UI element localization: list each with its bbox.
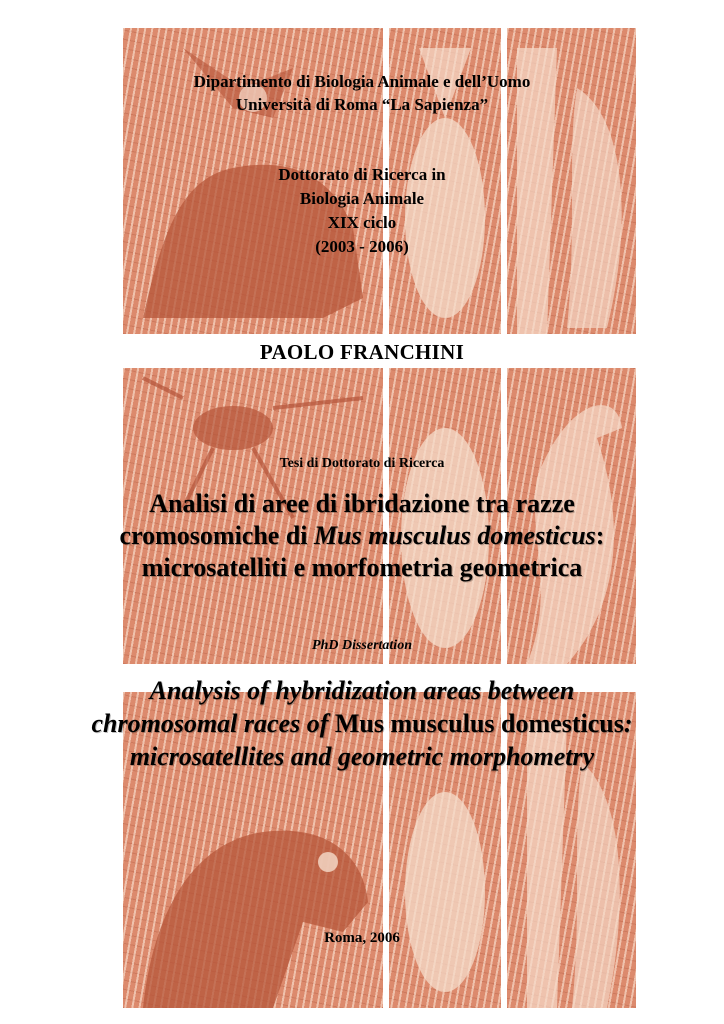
italian-title-line2-post: : [595,521,605,550]
italian-title-line2-pre: cromosomiche di [119,521,315,550]
english-title [0,674,724,773]
doctorate-years: (2003 - 2006) [315,237,409,256]
english-title-line3: microsatellites and geometric morphometry [129,742,595,771]
doctorate-field: Biologia Animale [299,189,425,208]
italian-title-line2 [0,520,724,552]
english-title-line2 [0,707,724,740]
english-title-line1: Analysis of hybridization areas between [149,676,575,705]
place-date: Roma, 2006 [324,930,400,946]
thesis-label: Tesi di Dottorato di Ricerca [279,456,445,471]
department-block [0,70,724,116]
university-name: Università di Roma “La Sapienza” [235,95,489,114]
italian-title-line3: microsatelliti e morfometria geometrica [141,553,583,582]
department-name: Dipartimento di Biologia Animale e dell’Uomo [193,72,531,91]
italian-title-species: Mus musculus domesticus [314,521,596,550]
italian-title [0,488,724,584]
doctorate-cycle: XIX ciclo [327,213,397,232]
doctorate-program: Dottorato di Ricerca in [278,165,446,184]
english-title-line2-pre: chromosomal races of [91,709,335,738]
english-title-line2-post: : [623,709,633,738]
dissertation-label: PhD Dissertation [312,638,412,653]
italian-title-line1: Analisi di aree di ibridazione tra razze [149,489,575,518]
author-name: PAOLO FRANCHINI [259,340,465,364]
doctorate-block [0,163,724,259]
english-title-species: Mus musculus domesticus [334,709,624,738]
